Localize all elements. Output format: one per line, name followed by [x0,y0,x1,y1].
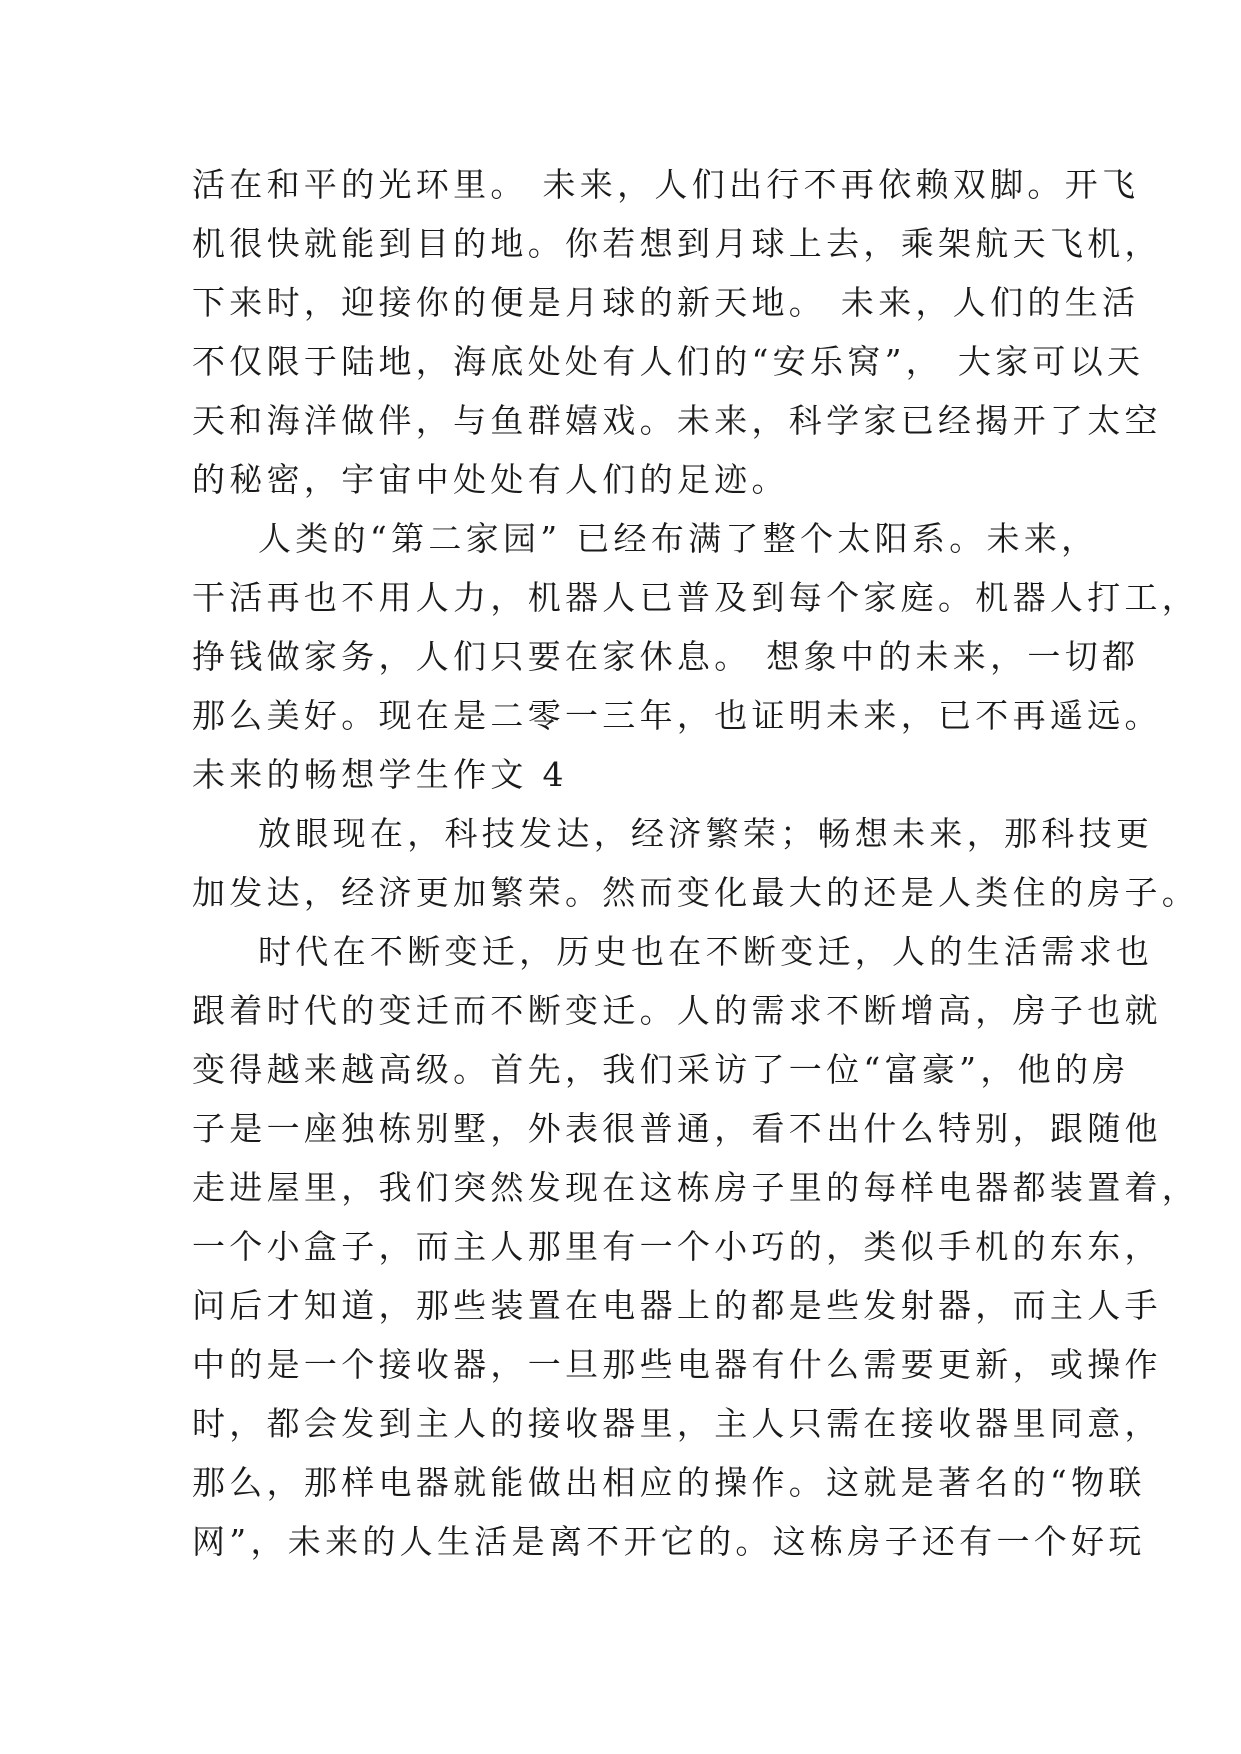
paragraph-first-line: 时代在不断变迁，历史也在不断变迁，人的生活需求也 [258,932,1154,971]
text-line: 时，都会发到主人的接收器里，主人只需在接收器里同意， [192,1404,1162,1443]
text-line: 变得越来越高级。首先，我们采访了一位“富豪”，他的房 [192,1050,1130,1089]
text-line: 干活再也不用人力，机器人已普及到每个家庭。机器人打工， [192,578,1200,617]
text-line: 问后才知道，那些装置在电器上的都是些发射器，而主人手 [192,1286,1162,1325]
text-line: 一个小盒子，而主人那里有一个小巧的，类似手机的东东， [192,1227,1162,1266]
text-line: 天和海洋做伴，与鱼群嬉戏。未来，科学家已经揭开了太空 [192,401,1162,440]
text-line: 不仅限于陆地，海底处处有人们的“安乐窝”， 大家可以天 [192,342,1145,381]
text-line: 那么，那样电器就能做出相应的操作。这就是著名的“物联 [192,1463,1146,1502]
text-line: 下来时，迎接你的便是月球的新天地。 未来，人们的生活 [192,283,1140,322]
section-heading: 未来的畅想学生作文 4 [192,755,568,794]
text-line: 加发达，经济更加繁荣。然而变化最大的还是人类住的房子。 [192,873,1200,912]
text-line: 挣钱做家务，人们只要在家休息。 想象中的未来，一切都 [192,637,1140,676]
text-line: 走进屋里，我们突然发现在这栋房子里的每样电器都装置着， [192,1168,1200,1207]
text-line: 活在和平的光环里。 未来，人们出行不再依赖双脚。开飞 [192,165,1140,204]
text-line: 那么美好。现在是二零一三年，也证明未来，已不再遥远。 [192,696,1162,735]
paragraph-first-line: 放眼现在，科技发达，经济繁荣；畅想未来，那科技更 [258,814,1154,853]
text-line: 中的是一个接收器，一旦那些电器有什么需要更新，或操作 [192,1345,1162,1384]
text-line: 跟着时代的变迁而不断变迁。人的需求不断增高，房子也就 [192,991,1162,1030]
text-line: 子是一座独栋别墅，外表很普通，看不出什么特别，跟随他 [192,1109,1162,1148]
text-line: 机很快就能到目的地。你若想到月球上去，乘架航天飞机， [192,224,1162,263]
text-line: 的秘密，宇宙中处处有人们的足迹。 [192,460,789,499]
paragraph-first-line: 人类的“第二家园” 已经布满了整个太阳系。未来， [258,519,1099,558]
text-line: 网”，未来的人生活是离不开它的。这栋房子还有一个好玩 [192,1522,1146,1561]
